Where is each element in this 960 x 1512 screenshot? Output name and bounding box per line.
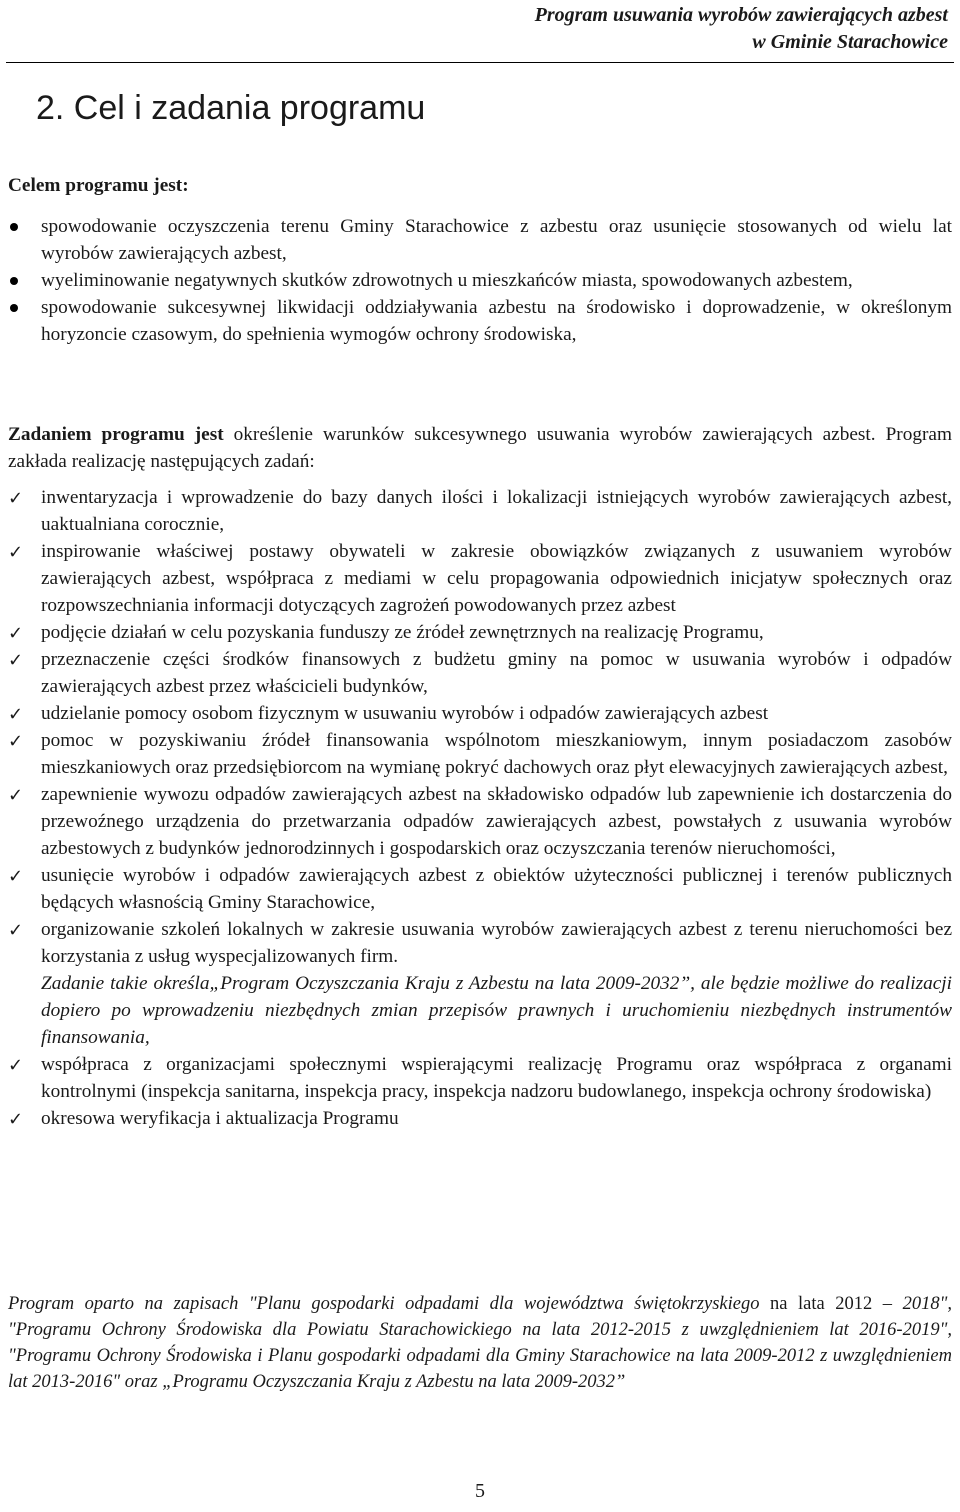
task-item: ✓ współpraca z organizacjami społecznymi wspierającymi realizację Programu oraz współpraca z organami kontrolnymi (inspekcja sanitarna, inspekcja pracy, inspekcja nadzoru budowlanego, inspekcja ochrony środowiska) <box>8 1054 952 1102</box>
footnote-part-2: na lata 2012 – <box>759 1294 903 1314</box>
tasks-lead-bold: Zadaniem programu jest <box>8 424 224 445</box>
tasks-lead-text: określenie warunków sukcesywnego usuwania wyrobów zawierających azbest. Program zakłada realizację następujących zadań: <box>8 424 952 472</box>
bullet-dot-icon <box>10 277 18 285</box>
page-number: 5 <box>475 1480 485 1502</box>
checkmark-icon: ✓ <box>8 920 24 941</box>
tasks-list <box>8 484 952 1132</box>
task-item: ✓ zapewnienie wywozu odpadów zawierających azbest na składowisko odpadów lub zapewnienie ich dostarczenia do przewoźnego urządzenia do przetwarzania odpadów zawierających azbest, powstałych z usuwania wyrobów azbestowych z budynków jednorodzinnych i gospodarskich oraz oczyszczania terenów nieruchomości, <box>8 784 952 859</box>
goals-lead: Celem programu jest: <box>8 175 189 196</box>
task-item: ✓ inwentaryzacja i wprowadzenie do bazy danych ilości i lokalizacji istniejących wyrobów zawierających azbest, uaktualniana corocznie, <box>8 487 952 535</box>
checkmark-icon: ✓ <box>8 650 24 671</box>
task-item: ✓ podjęcie działań w celu pozyskania funduszy ze źródeł zewnętrznych na realizację Programu, <box>8 619 952 646</box>
task-item: ✓ usunięcie wyrobów i odpadów zawierających azbest z obiektów użyteczności publicznej i terenów publicznych będących własnością Gminy Starachowice, <box>8 865 952 913</box>
header-line-1: Program usuwania wyrobów zawierających azbest <box>534 4 948 26</box>
goal-item: spowodowanie oczyszczenia terenu Gminy Starachowice z azbestu oraz usunięcie stosowanych od wielu lat wyrobów zawierających azbest, <box>8 213 952 267</box>
checkmark-icon: ✓ <box>8 1055 24 1076</box>
task-note: Zadanie takie określa„Program Oczyszczania Kraju z Azbestu na lata 2009-2032”, ale będzie możliwe do realizacji dopiero po wprowadzeniu niezbędnych zmian przepisów prawnych i uruchomieniu niezbędnych instrumentów finansowania, <box>41 973 952 1048</box>
goal-item: spowodowanie sukcesywnej likwidacji oddziaływania azbestu na środowisko i doprowadzenie, w określonym horyzoncie czasowym, do spełnienia wymogów ochrony środowiska, <box>8 294 952 348</box>
goals-list <box>8 213 952 348</box>
checkmark-icon: ✓ <box>8 488 24 509</box>
task-item: ✓ pomoc w pozyskiwaniu źródeł finansowania wspólnotom mieszkaniowym, innym posiadaczom zasobów mieszkaniowych oraz przedsiębiorcom na wymianę pokryć dachowych oraz płyt elewacyjnych zawierających azbest, <box>8 730 952 778</box>
task-item: ✓ organizowanie szkoleń lokalnych w zakresie usuwania wyrobów zawierających azbest z terenu nieruchomości bez korzystania z usług wyspecjalizowanych firm. <box>8 919 952 967</box>
bullet-dot-icon <box>10 223 18 231</box>
checkmark-icon: ✓ <box>8 704 24 725</box>
bullet-dot-icon <box>10 304 18 312</box>
header-rule <box>6 62 954 63</box>
task-item: ✓ inspirowanie właściwej postawy obywateli w zakresie obowiązków związanych z usuwaniem wyrobów zawierających azbest, współpraca z mediami w celu propagowania odpowiednich inicjatyw społecznych oraz rozpowszechniania informacji dotyczących zagrożeń powodowanych przez azbest <box>8 541 952 616</box>
task-item: ✓ okresowa weryfikacja i aktualizacja Programu <box>8 1105 952 1132</box>
tasks-lead <box>8 421 952 475</box>
checkmark-icon: ✓ <box>8 1109 24 1130</box>
section-title: 2. Cel i zadania programu <box>36 89 426 127</box>
footnote-part-1: Program oparto na zapisach "Planu gospodarki odpadami dla województwa świętokrzyskiego <box>8 1294 760 1314</box>
goal-item: wyeliminowanie negatywnych skutków zdrowotnych u mieszkańców miasta, spowodowanych azbestem, <box>8 267 952 294</box>
checkmark-icon: ✓ <box>8 623 24 644</box>
footnote <box>8 1291 952 1395</box>
checkmark-icon: ✓ <box>8 785 24 806</box>
header-line-2: w Gminie Starachowice <box>752 31 948 53</box>
task-item: ✓ udzielanie pomocy osobom fizycznym w usuwaniu wyrobów i odpadów zawierających azbest <box>8 700 952 727</box>
checkmark-icon: ✓ <box>8 731 24 752</box>
running-header <box>535 2 948 56</box>
footnote-part-3: 2018", "Programu Ochrony Środowiska dla Powiatu Starachowickiego na lata 2012-2015 z uwzględnieniem lat 2016-2019", "Programu Ochrony Środowiska i Planu gospodarki odpadami dla Gminy Starachowice na lata 2009-2012 z uwzględnieniem lat 2013-2016" oraz „Programu Oczyszczania Kraju z Azbestu na lata 2009-2032” <box>8 1294 952 1392</box>
task-item: ✓ przeznaczenie części środków finansowych z budżetu gminy na pomoc w usuwania wyrobów i odpadów zawierających azbest przez właścicieli budynków, <box>8 649 952 697</box>
checkmark-icon: ✓ <box>8 542 24 563</box>
checkmark-icon: ✓ <box>8 866 24 887</box>
